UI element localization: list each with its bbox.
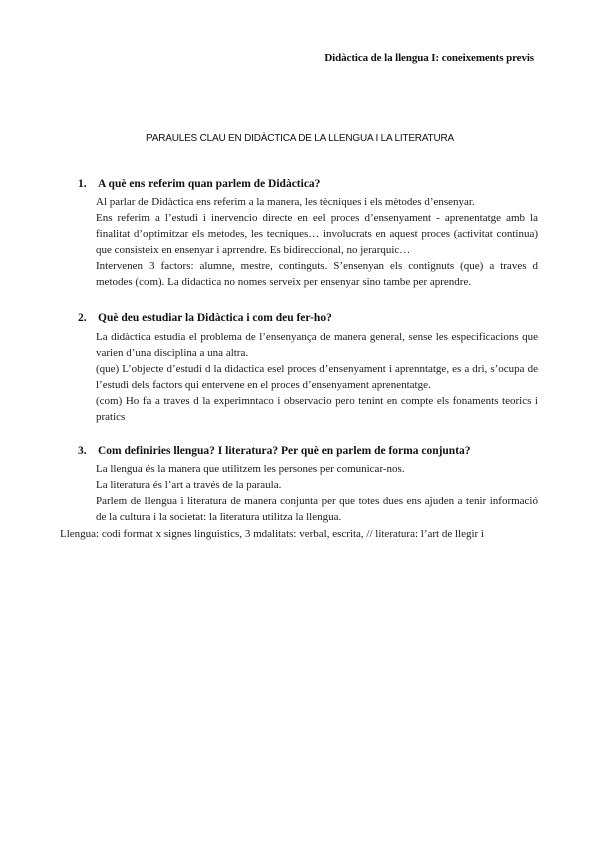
question-number: 3. bbox=[78, 445, 87, 457]
answer-paragraph: La llengua és la manera que utilitzem les persones per comunicar-nos. bbox=[96, 463, 405, 475]
question-number: 1. bbox=[78, 178, 87, 190]
answer-3 bbox=[96, 461, 538, 525]
question-3 bbox=[78, 445, 548, 457]
answer-paragraph: (com) Ho fa a traves d la experimntaco i observacio pero tenint en compte els fonaments teorics i pratics bbox=[96, 395, 538, 423]
answer-paragraph: Ens referim a l’estudi i inervencio directe en eel proces d’ensenyament - aprenentatge amb la finalitat d’optimitzar els metodes, les tecniques… involucrats en aquest proces (activitat continua) que consisteix en ensenyar i aprrendre. Es bidireccional, no jerarquic… bbox=[96, 212, 538, 256]
answer-paragraph: Al parlar de Didàctica ens referim a la manera, les tècniques i els mètodes d’ensenyar. bbox=[96, 196, 475, 208]
question-2 bbox=[78, 312, 548, 324]
question-text: A què ens referim quan parlem de Didàctica? bbox=[98, 178, 321, 190]
trailing-note: Llengua: codi format x signes linguistics, 3 mdalitats: verbal, escrita, // literatura: l’art de llegir i bbox=[60, 528, 484, 540]
answer-1 bbox=[96, 194, 538, 290]
question-text: Què deu estudiar la Didàctica i com deu fer-ho? bbox=[98, 312, 332, 324]
answer-paragraph: Intervenen 3 factors: alumne, mestre, continguts. S’ensenyan els contignuts (que) a traves d metodes (com). La didactica no nomes serveix per ensenyar sino tambe per aprendre. bbox=[96, 260, 538, 288]
question-text: Com definiries llengua? I literatura? Per què en parlem de forma conjunta? bbox=[98, 445, 471, 457]
page-title: PARAULES CLAU EN DIDÀCTICA DE LA LLENGUA I LA LITERATURA bbox=[146, 133, 454, 144]
answer-paragraph: La didàctica estudia el problema de l’ensenyança de manera general, sense les especificacions que varien d’una disciplina a una altra. bbox=[96, 331, 538, 359]
running-header: Didàctica de la llengua I: coneixements previs bbox=[324, 52, 534, 64]
answer-paragraph: La literatura és l’art a través de la paraula. bbox=[96, 479, 282, 491]
answer-paragraph: Parlem de llengua i literatura de manera conjunta per que totes dues ens ajuden a tenir informació de la cultura i la societat: la literatura utilitza la llengua. bbox=[96, 495, 538, 523]
answer-2 bbox=[96, 329, 538, 425]
question-number: 2. bbox=[78, 312, 87, 324]
answer-paragraph: (que) L’objecte d’estudi d la didactica esel proces d’ensenyament i aprenntatge, es a dri, s’ocupa de l’estudi dels factors qui entervene en el proces d’ensenyament aprenentatge. bbox=[96, 363, 538, 391]
question-1 bbox=[78, 178, 548, 190]
